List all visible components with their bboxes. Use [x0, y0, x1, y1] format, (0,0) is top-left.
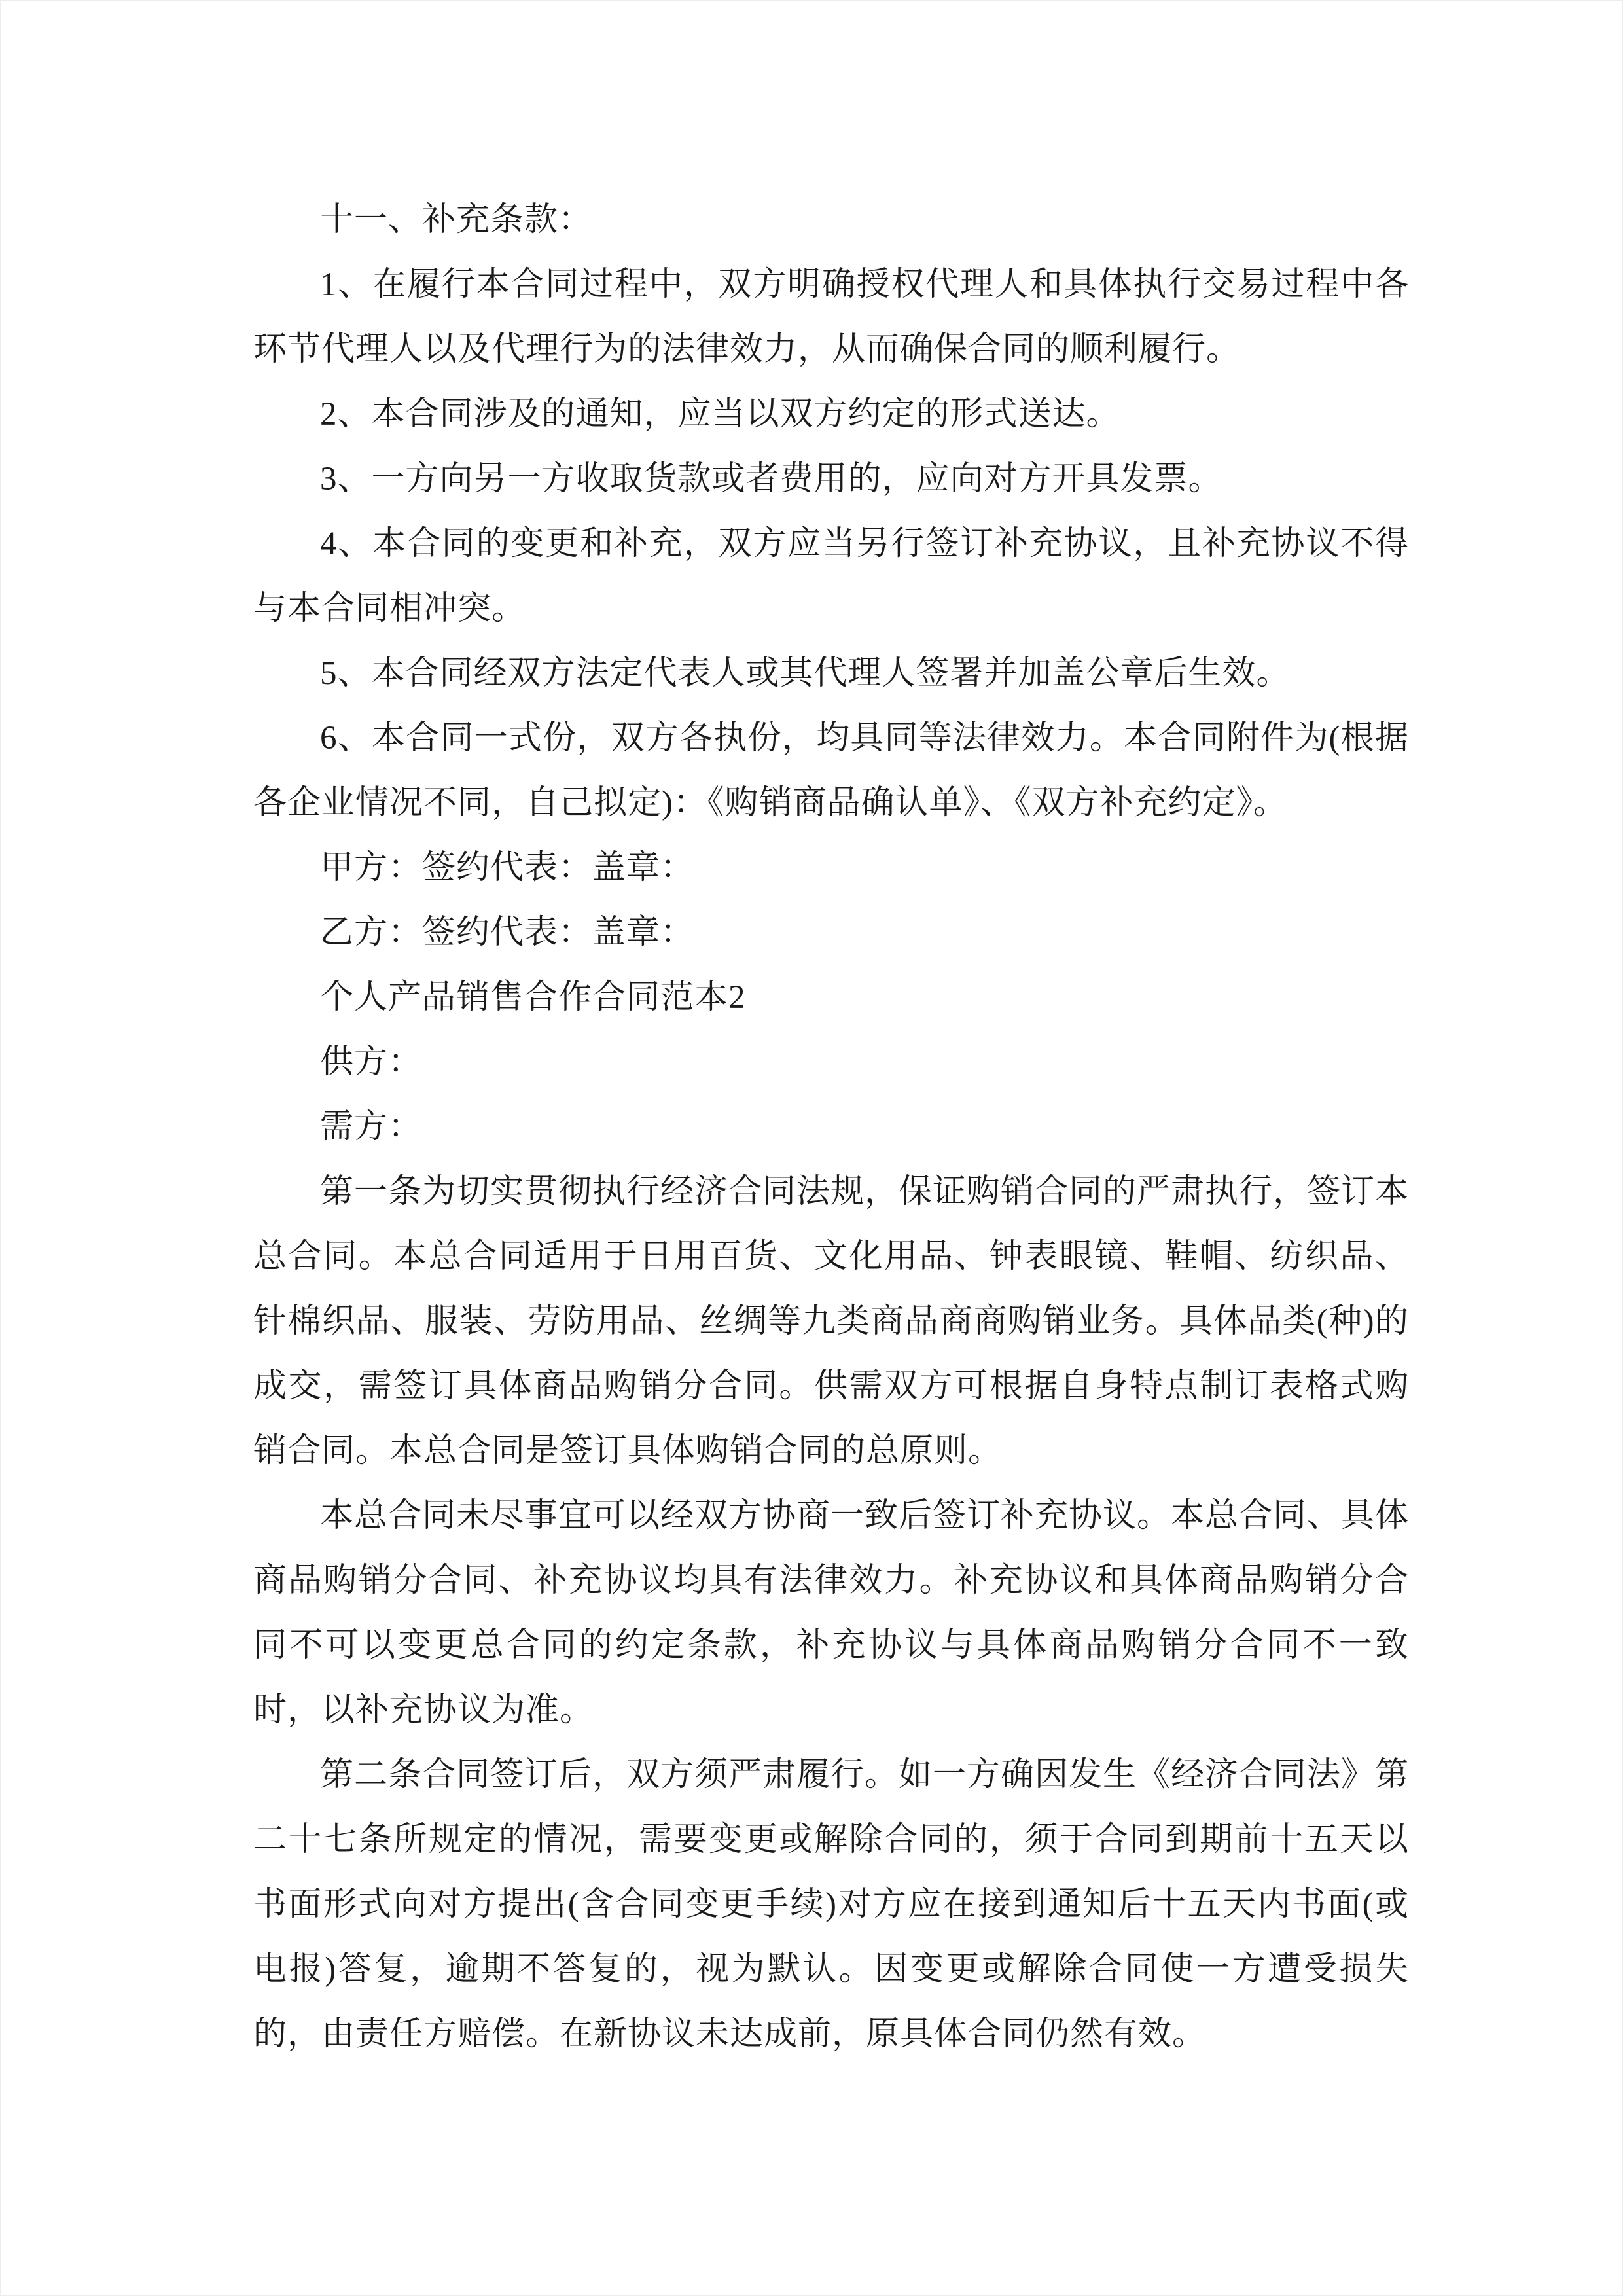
- paragraph-article-1: 第一条为切实贯彻执行经济合同法规，保证购销合同的严肃执行，签订本总合同。本总合同适用于日用百货、文化用品、钟表眼镜、鞋帽、纺织品、针棉织品、服装、劳防用品、丝绸等九类商品商商购销业务。具体品类(种)的成交，需签订具体商品购销分合同。供需双方可根据自身特点制订表格式购销合同。本总合同是签订具体购销合同的总原则。: [253, 1174, 1410, 1469]
- paragraph-template-2-title: 个人产品销售合作合同范本2: [320, 979, 746, 1016]
- paragraph-party-b-signature: 乙方：签约代表：盖章：: [320, 914, 695, 951]
- paragraph-clause-3: 3、一方向另一方收取货款或者费用的，应向对方开具发票。: [320, 461, 1222, 497]
- paragraph-clause-1: 1、在履行本合同过程中，双方明确授权代理人和具体执行交易过程中各环节代理人以及代理行为的法律效力，从而确保合同的顺利履行。: [253, 266, 1409, 368]
- paragraph-article-2: 第二条合同签订后，双方须严肃履行。如一方确因发生《经济合同法》第二十七条所规定的情况，需要变更或解除合同的，须于合同到期前十五天以书面形式向对方提出(含合同变更手续)对方应在接到通知后十五天内书面(或电报)答复，逾期不答复的，视为默认。因变更或解除合同使一方遭受损失的，由责任方赔偿。在新协议未达成前，原具体合同仍然有效。: [253, 1757, 1410, 2053]
- paragraph-party-a-signature: 甲方：签约代表：盖章：: [320, 850, 695, 886]
- paragraph-supplier: 供方：: [320, 1044, 423, 1081]
- document-body: [253, 188, 1409, 2164]
- paragraph-clause-6: 6、本合同一式份，双方各执份，均具同等法律效力。本合同附件为(根据各企业情况不同，自己拟定)：《购销商品确认单》、《双方补充约定》。: [253, 720, 1409, 821]
- paragraph-clause-2: 2、本合同涉及的通知，应当以双方约定的形式送达。: [320, 396, 1120, 433]
- paragraph-supplementary-clauses-heading: 十一、补充条款：: [320, 202, 593, 238]
- paragraph-clause-4: 4、本合同的变更和补充，双方应当另行签订补充协议，且补充协议不得与本合同相冲突。: [253, 526, 1409, 627]
- paragraph-supplementary-agreement: 本总合同未尽事宜可以经双方协商一致后签订补充协议。本总合同、具体商品购销分合同、补充协议均具有法律效力。补充协议和具体商品购销分合同不可以变更总合同的约定条款，补充协议与具体商品购销分合同不一致时，以补充协议为准。: [253, 1498, 1410, 1729]
- paragraph-clause-5: 5、本合同经双方法定代表人或其代理人签署并加盖公章后生效。: [320, 655, 1291, 692]
- paragraph-buyer: 需方：: [320, 1109, 423, 1145]
